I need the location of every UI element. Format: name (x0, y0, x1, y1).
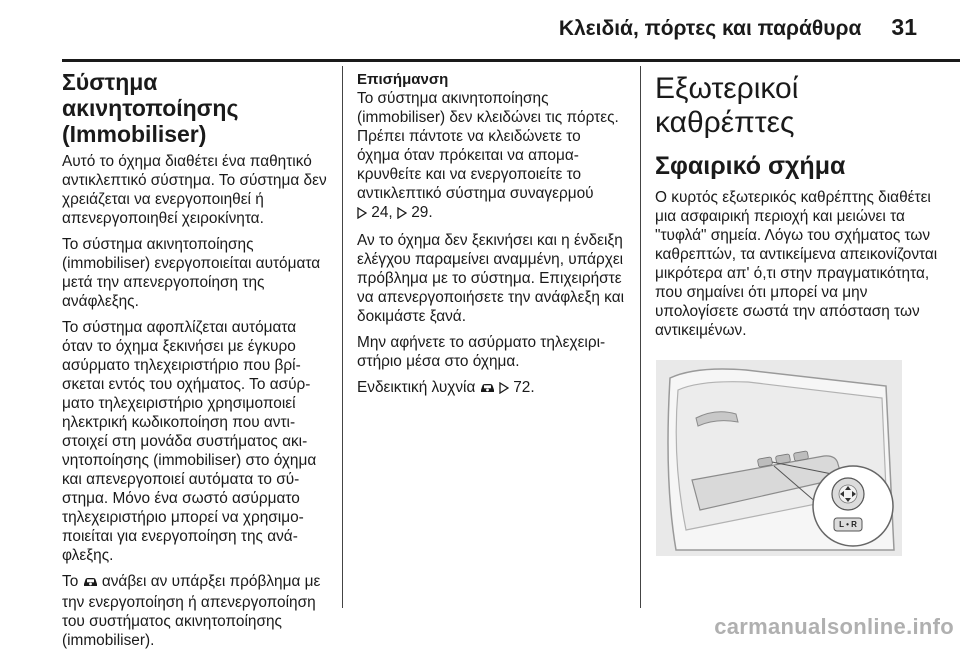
column-divider-2 (640, 66, 641, 608)
note-page-ref-2[interactable]: 29. (411, 204, 433, 221)
chapter-title: Κλειδιά, πόρτες και παράθυρα (558, 17, 862, 40)
note-paragraph-1: Αν το όχημα δεν ξεκινήσει και η ένδειξη ελέγχου παραμείνει αναμμένη, υπάρχει πρόβλημα με το σύστημα. Επιχειρήστε να απενεργοποιήσετε την ανάφλεξη και δοκιμάστε ξανά. (357, 232, 625, 325)
column-immobiliser (62, 66, 330, 657)
column-note (357, 70, 627, 406)
note-paragraph-3 (357, 378, 627, 399)
p4-trailing-text: ανάβει αν υπάρξει πρόβλημα με την ενεργοποίηση ή απενεργοποίηση του συστήματος ακινητοποίησης (immobiliser). (62, 573, 321, 649)
spherical-shape-heading: Σφαιρικό σχήμα (655, 152, 846, 180)
column-mirrors (655, 66, 940, 392)
mirrors-heading: Εξωτερικοί καθρέπτες (655, 72, 799, 139)
page-number: 31 (891, 14, 917, 40)
note-page-ref-1[interactable]: 24, (371, 204, 393, 221)
note-text (357, 89, 627, 224)
spherical-shape-paragraph: Ο κυρτός εξωτερικός καθρέπτης διαθέτει μια ασφαιρική περιοχή και μειώνει τα "τυφλά" σημεία. Λόγω του σχήματος των καθρεπτών, τα αντικείμενα απεικονίζονται μικρότερα απ' ό,τι στην πραγματικότητα, που σημαίνει ότι μπορεί να μην υπολογίσετε σωστά την απόσταση των αντικειμένων. (655, 189, 938, 339)
indicator-page-ref[interactable]: 72. (513, 379, 535, 396)
immobiliser-paragraph-2: Το σύστημα ακινητοποίησης (immobiliser) ενεργοποιείται αυτόματα μετά την απενεργοποίηση της ανάφλεξης. (62, 236, 321, 310)
note-paragraph-2: Μην αφήνετε το ασύρματο τηλεχειριστήριο μέσα στο όχημα. (357, 334, 606, 370)
header-rule (62, 59, 960, 62)
page-ref-arrow-icon (397, 205, 407, 224)
mirror-switch-lr-label: L • R (839, 520, 857, 529)
immobiliser-car-key-icon (83, 574, 98, 593)
column-divider-1 (342, 66, 343, 608)
immobiliser-heading: Σύστημα ακινητοποίησης (Immobiliser) (62, 69, 239, 147)
note-body: Το σύστημα ακινητοποίησης (immobiliser) δεν κλειδώνει τις πόρτες. Πρέπει πάντοτε να κλειδώνετε το όχημα όταν πρόκειται να απομακρυνθείτε και να ενεργοποιείτε το αντικλεπτικό σύστημα συναγερμού (357, 90, 619, 202)
page-ref-arrow-icon (357, 205, 367, 224)
immobiliser-paragraph-4 (62, 572, 330, 650)
page-header (559, 14, 917, 50)
indicator-lamp-text: Ενδεικτική λυχνία (357, 379, 476, 396)
mirror-switch-illustration (656, 360, 902, 556)
immobiliser-paragraph-1: Αυτό το όχημα διαθέτει ένα παθητικό αντικλεπτικό σύστημα. Το σύστημα δεν χρειάζεται να ενεργοποιηθεί ή απενεργοποιηθεί χειροκίνητα. (62, 153, 327, 227)
page-ref-arrow-icon (499, 380, 509, 399)
immobiliser-car-key-icon (480, 380, 495, 399)
p4-lead-text: Το (62, 573, 79, 590)
note-title: Επισήμανση (357, 71, 449, 88)
watermark: carmanualsonline.info (714, 614, 954, 639)
immobiliser-paragraph-3: Το σύστημα αφοπλίζεται αυτόματα όταν το όχημα ξεκινήσει με έγκυρο ασύρματο τηλεχειριστήριο που βρίσκεται εντός του οχήματος. Το ασύρματο τηλεχειριστήριο χρησιμοποιεί ηλεκτρική κωδικοποίηση που αντιστοιχεί στη μονάδα συστήματος ακινητοποίησης (immobiliser) στο όχημα και απενεργοποιεί αυτόματα το σύστημα. Μόνο ένα σωστό ασύρματο τηλεχειριστήριο μπορεί να χρησιμοποιείται για ενεργοποίηση της ανάφλεξης. (62, 319, 317, 564)
